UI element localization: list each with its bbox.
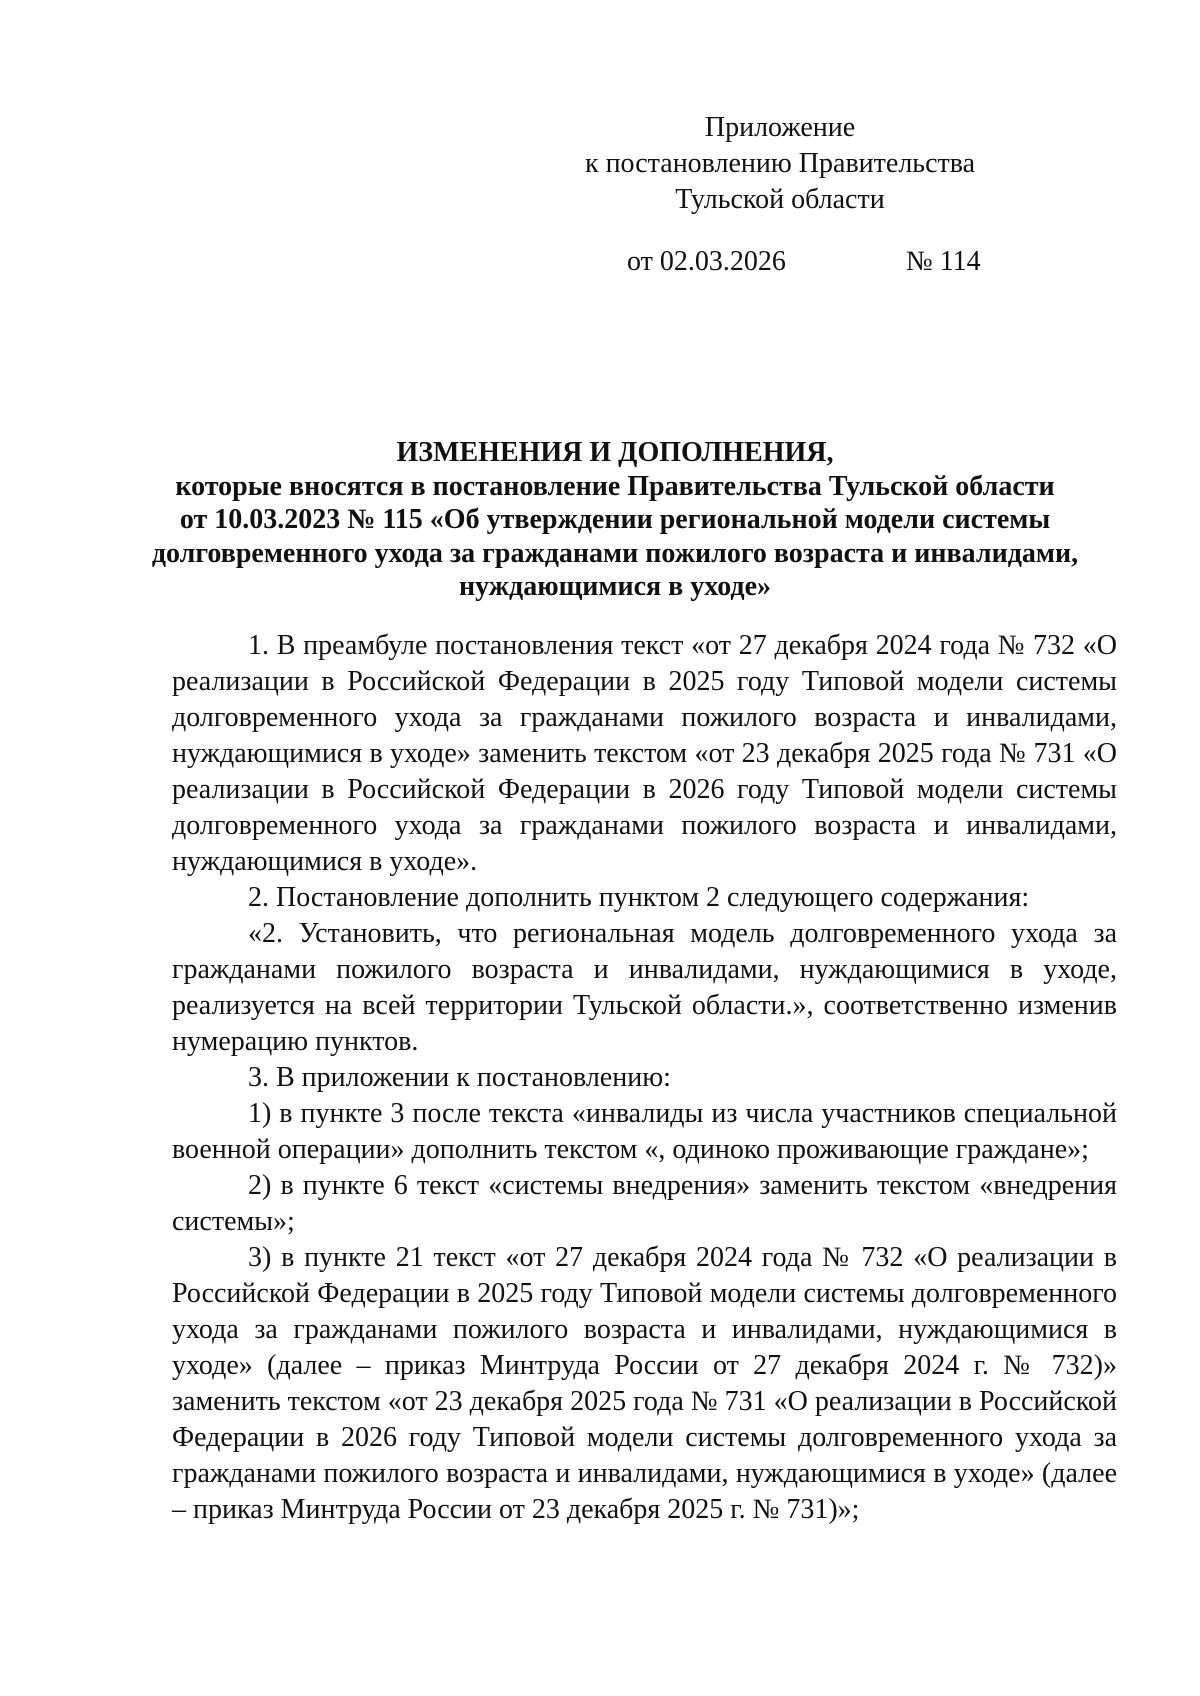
paragraph-5: 1) в пункте 3 после текста «инвалиды из числа участников специальной военной операции» дополнить текстом «, одиноко проживающие граждане»; [172,1098,1117,1165]
title-line-1: ИЗМЕНЕНИЯ И ДОПОЛНЕНИЯ, [396,437,834,468]
document-title [150,436,1080,604]
appendix-region: Тульской области [675,184,885,215]
document-body [172,628,1117,1528]
paragraph-4: 3. В приложении к постановлению: [248,1062,671,1093]
paragraph-6: 2) в пункте 6 текст «системы внедрения» заменить текстом «внедрения системы»; [172,1170,1117,1237]
paragraph-1: 1. В преамбуле постановления текст «от 27 декабря 2024 года № 732 «О реализации в Российской Федерации в 2025 году Типовой модели системы долговременного ухода за гражданами пожилого возраста и инвалидами, нуждающимися в уходе» заменить текстом «от 23 декабря 2025 года № 731 «О реализации в Российской Федерации в 2026 году Типовой модели системы долговременного ухода за гражданами пожилого возраста и инвалидами, нуждающимися в уходе». [172,630,1117,877]
appendix-label: Приложение [704,112,856,143]
title-line-4: долговременного ухода за гражданами пожилого возраста и инвалидами, [151,537,1079,569]
paragraph-2: 2. Постановление дополнить пунктом 2 следующего содержания: [248,882,1030,913]
paragraph-7: 3) в пункте 21 текст «от 27 декабря 2024 года № 732 «О реализации в Российской Федерации в 2025 году Типовой модели системы долговременного ухода за гражданами пожилого возраста и инвалидами, нуждающимися в уходе» (далее – приказ Минтруда России от 27 декабря 2024 г. № 732)» заменить текстом «от 23 декабря 2025 года № 731 «О реализации в Российской Федерации в 2026 году Типовой модели системы долговременного ухода за гражданами пожилого возраста и инвалидами, нуждающимися в уходе» (далее – приказ Минтруда России от 23 декабря 2025 г. № 731)»; [172,1242,1117,1525]
appendix-number: № 114 [906,246,981,277]
title-line-3: от 10.03.2023 № 115 «Об утверждении региональной модели системы [179,504,1051,535]
title-line-5: нуждающимися в уходе» [458,571,772,602]
title-line-2: которые вносятся в постановление Правительства Тульской области [175,470,1055,502]
appendix-reference: к постановлению Правительства [584,148,976,179]
paragraph-3: «2. Установить, что региональная модель долговременного ухода за гражданами пожилого возраста и инвалидами, нуждающимися в уходе, реализуется на всей территории Тульской области.», соответственно изменив нумерацию пунктов. [172,918,1117,1057]
appendix-header [580,110,980,218]
appendix-date: от 02.03.2026 [627,246,786,277]
